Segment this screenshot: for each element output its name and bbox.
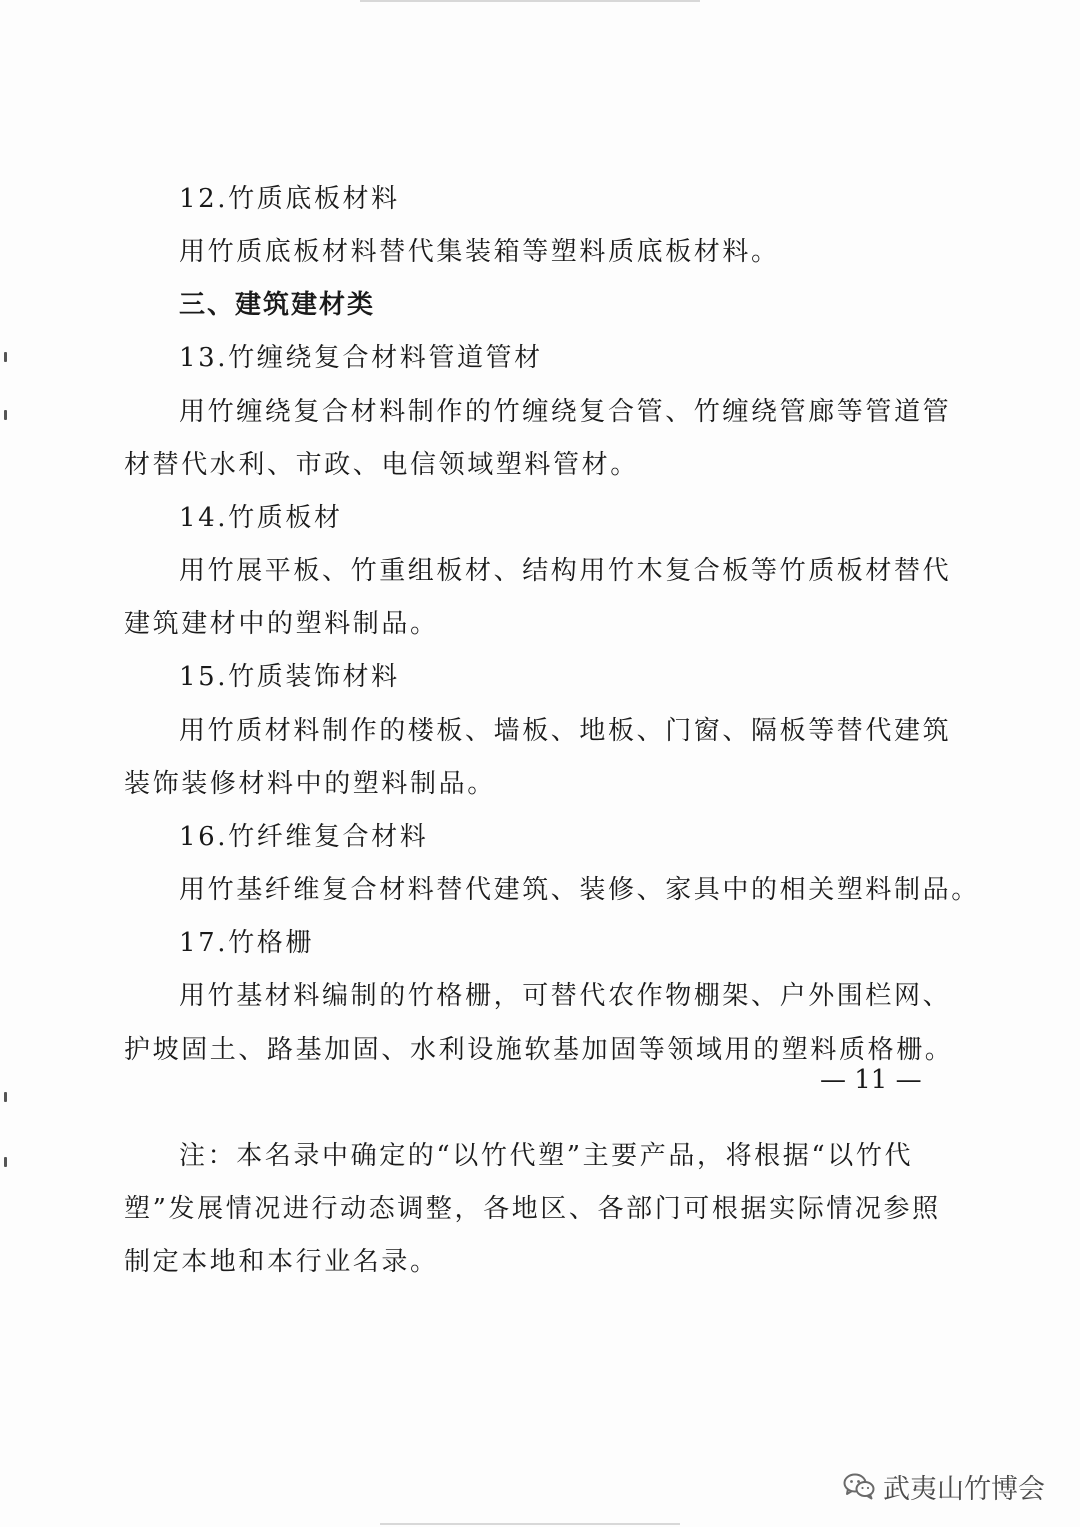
item-body-16: 用竹基纤维复合材料替代建筑、装修、家具中的相关塑料制品。 <box>179 875 980 905</box>
scan-mark <box>4 410 7 420</box>
item-body-13-line-1: 用竹缠绕复合材料制作的竹缠绕复合管、竹缠绕管廊等管道管 <box>179 397 952 427</box>
item-title-12: 12.竹质底板材料 <box>179 184 400 214</box>
scan-mark <box>4 1092 7 1102</box>
note-line-2: 塑”发展情况进行动态调整，各地区、各部门可根据实际情况参照 <box>124 1194 941 1224</box>
page-number: — 11 — <box>820 1065 922 1095</box>
note-line-1: 注：本名录中确定的“以竹代塑”主要产品，将根据“以竹代 <box>179 1141 914 1171</box>
item-body-15-line-1: 用竹质材料制作的楼板、墙板、地板、门窗、隔板等替代建筑 <box>179 716 952 746</box>
item-body-12: 用竹质底板材料替代集装箱等塑料质底板材料。 <box>179 237 780 267</box>
item-body-15-line-2: 装饰装修材料中的塑料制品。 <box>124 769 496 799</box>
scan-mark <box>4 1157 7 1167</box>
item-title-16: 16.竹纤维复合材料 <box>179 822 429 852</box>
item-title-14: 14.竹质板材 <box>179 503 343 533</box>
item-body-17-line-2: 护坡固土、路基加固、水利设施软基加固等领域用的塑料质格栅。 <box>124 1035 954 1065</box>
section-heading-3: 三、建筑建材类 <box>179 290 376 320</box>
note-line-3: 制定本地和本行业名录。 <box>124 1247 439 1277</box>
scan-edge-top <box>360 0 700 2</box>
item-title-15: 15.竹质装饰材料 <box>179 662 400 692</box>
item-title-17: 17.竹格栅 <box>179 928 314 958</box>
scan-mark <box>4 352 7 362</box>
watermark <box>843 1466 1045 1506</box>
item-body-17-line-1: 用竹基材料编制的竹格栅，可替代农作物棚架、户外围栏网、 <box>179 981 952 1011</box>
item-body-13-line-2: 材替代水利、市政、电信领域塑料管材。 <box>124 450 639 480</box>
scan-edge-bottom <box>380 1523 680 1525</box>
item-body-14-line-1: 用竹展平板、竹重组板材、结构用竹木复合板等竹质板材替代 <box>179 556 952 586</box>
item-title-13: 13.竹缠绕复合材料管道管材 <box>179 343 543 373</box>
wechat-icon <box>843 1472 875 1500</box>
watermark-text: 武夷山竹博会 <box>883 1473 1045 1505</box>
item-body-14-line-2: 建筑建材中的塑料制品。 <box>124 609 439 639</box>
